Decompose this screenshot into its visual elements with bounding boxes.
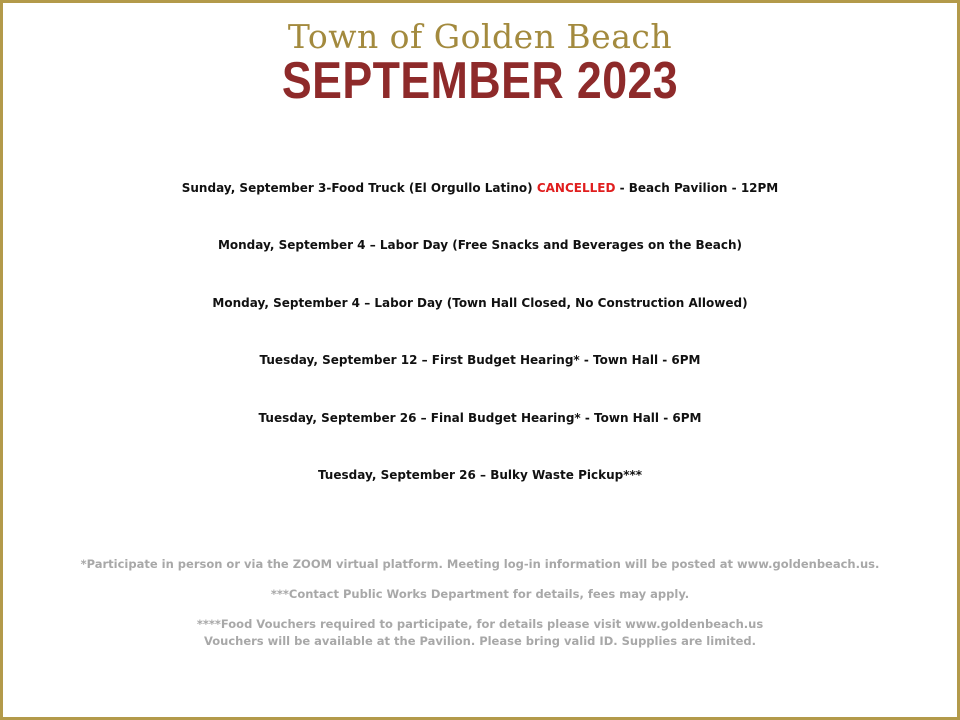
event-labor-day-closed: Monday, September 4 – Labor Day (Town Hall Closed, No Construction Allowed) — [212, 295, 748, 310]
note-zoom: *Participate in person or via the ZOOM virtual platform. Meeting log-in information will be posted at www.goldenbeach.us. — [80, 557, 880, 571]
note-vouchers-line2: Vouchers will be available at the Pavilion. Please bring valid ID. Supplies are limited. — [203, 634, 757, 648]
month-title: SEPTEMBER 2023 — [281, 52, 679, 110]
note-public-works: ***Contact Public Works Department for details, fees may apply. — [270, 587, 690, 601]
event-bulky-waste: Tuesday, September 26 – Bulky Waste Pickup*** — [317, 467, 643, 482]
event-labor-day-snacks: Monday, September 4 – Labor Day (Free Snacks and Beverages on the Beach) — [217, 238, 743, 253]
note-vouchers — [3, 616, 957, 650]
town-title: Town of Golden Beach — [287, 17, 673, 56]
cancelled-label: CANCELLED — [536, 181, 616, 195]
event-food-truck-text: Sunday, September 3-Food Truck (El Orgullo Latino) — [181, 181, 537, 195]
note-vouchers-line1: ****Food Vouchers required to participate, for details please visit www.goldenbeach.us — [196, 617, 764, 631]
footnotes — [3, 556, 957, 650]
event-final-budget-hearing: Tuesday, September 26 – Final Budget Hearing* - Town Hall - 6PM — [258, 410, 702, 425]
event-food-truck — [3, 173, 957, 230]
event-food-truck-location: - Beach Pavilion - 12PM — [615, 181, 779, 195]
event-list — [3, 173, 957, 517]
event-first-budget-hearing: Tuesday, September 12 – First Budget Hearing* - Town Hall - 6PM — [259, 353, 701, 368]
